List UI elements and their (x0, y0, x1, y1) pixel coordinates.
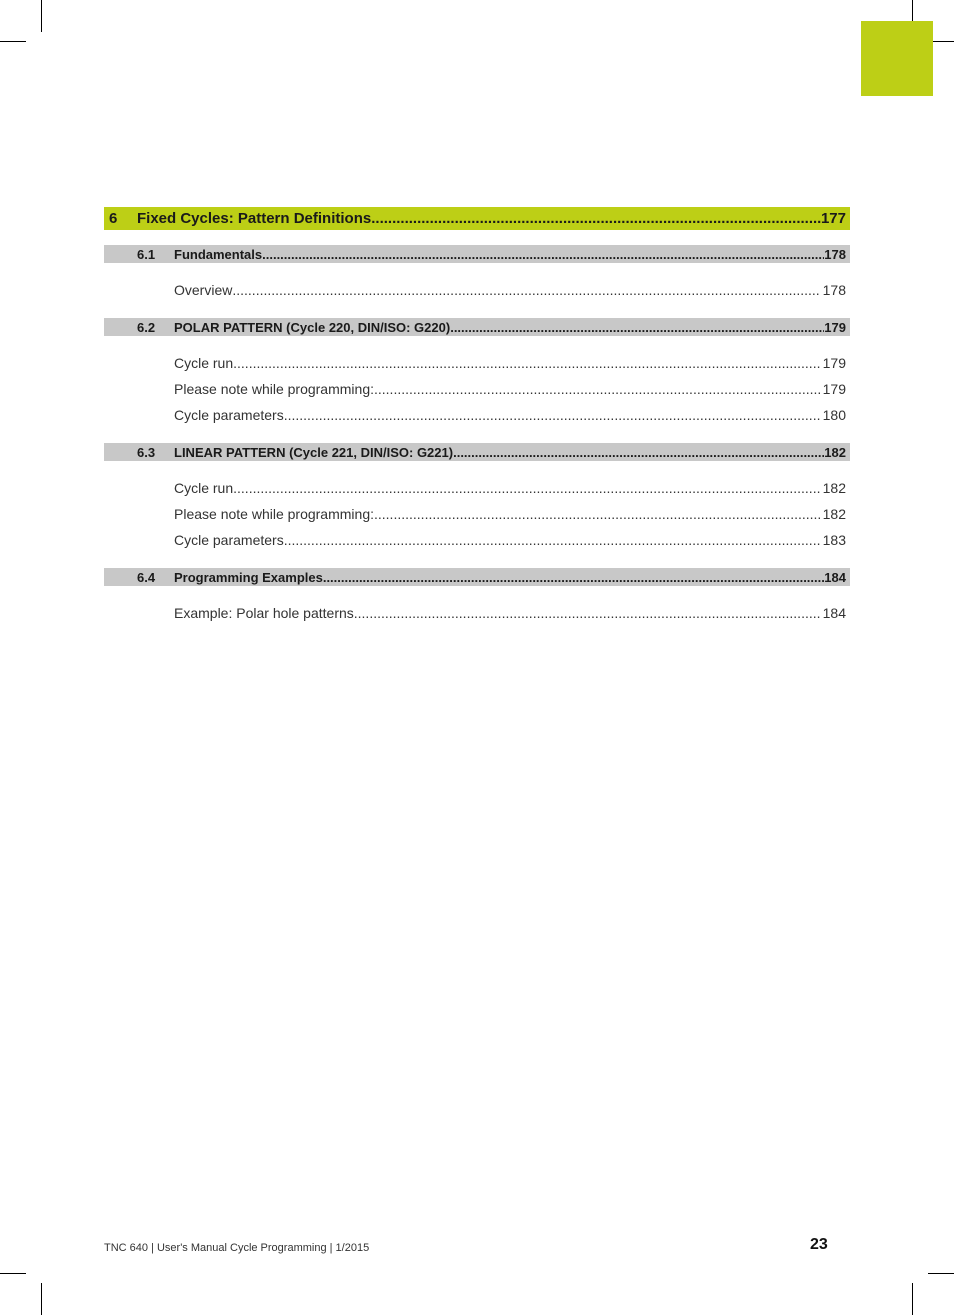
entry-page: 182 (822, 480, 846, 496)
section-title: POLAR PATTERN (Cycle 220, DIN/ISO: G220) (174, 319, 451, 335)
section-number: 6.3 (137, 444, 156, 460)
entry-title: Cycle run (174, 355, 234, 371)
entry-title: Example: Polar hole patterns (174, 605, 354, 621)
leader-dots (284, 407, 821, 423)
leader-dots (323, 570, 824, 585)
toc-section-row[interactable] (104, 568, 850, 586)
section-page: 178 (824, 246, 846, 262)
entry-title: Cycle run (174, 480, 234, 496)
toc-entry-row[interactable] (174, 504, 850, 524)
crop-mark (41, 1283, 42, 1315)
toc-entry-row[interactable] (174, 530, 850, 550)
section-page: 182 (824, 444, 846, 460)
crop-mark (0, 1273, 26, 1274)
toc-entry-row[interactable] (174, 353, 850, 373)
entry-page: 180 (822, 407, 846, 423)
leader-dots (284, 532, 821, 548)
entry-page: 184 (822, 605, 846, 621)
leader-dots (233, 355, 821, 371)
chapter-tab-marker (861, 21, 933, 96)
toc-entry-row[interactable] (174, 478, 850, 498)
section-title: Fundamentals (174, 246, 263, 262)
leader-dots (354, 605, 821, 621)
chapter-title: Fixed Cycles: Pattern Definitions (137, 210, 372, 227)
toc-entry-row[interactable] (174, 280, 850, 300)
leader-dots (232, 282, 820, 298)
leader-dots (374, 506, 821, 522)
entry-title: Please note while programming: (174, 506, 374, 522)
toc-entry-row[interactable] (174, 603, 850, 623)
section-page: 184 (824, 569, 846, 585)
section-number: 6.2 (137, 319, 156, 335)
entry-title: Cycle parameters (174, 407, 284, 423)
leader-dots (262, 247, 824, 262)
section-page: 179 (824, 319, 846, 335)
footer-text: TNC 640 | User's Manual Cycle Programming | 1/2015 (104, 1242, 370, 1254)
crop-mark (0, 41, 26, 42)
section-number: 6.1 (137, 246, 156, 262)
page-number: 23 (810, 1236, 828, 1253)
chapter-page: 177 (820, 210, 846, 227)
toc-chapter-row[interactable] (104, 207, 850, 230)
toc-section-row[interactable] (104, 318, 850, 336)
leader-dots (450, 320, 824, 335)
crop-mark (912, 1283, 913, 1315)
entry-page: 183 (822, 532, 846, 548)
toc-entry-row[interactable] (174, 379, 850, 399)
entry-page: 178 (822, 282, 846, 298)
leader-dots (453, 445, 824, 460)
toc-section-row[interactable] (104, 443, 850, 461)
crop-mark (41, 0, 42, 32)
toc-section-row[interactable] (104, 245, 850, 263)
entry-title: Overview (174, 282, 233, 298)
chapter-number: 6 (109, 210, 118, 227)
section-title: LINEAR PATTERN (Cycle 221, DIN/ISO: G221) (174, 444, 454, 460)
entry-page: 179 (822, 355, 846, 371)
section-number: 6.4 (137, 569, 156, 585)
entry-page: 179 (822, 381, 846, 397)
toc-entry-row[interactable] (174, 405, 850, 425)
entry-page: 182 (822, 506, 846, 522)
section-title: Programming Examples (174, 569, 323, 585)
entry-title: Cycle parameters (174, 532, 284, 548)
entry-title: Please note while programming: (174, 381, 374, 397)
leader-dots (371, 210, 821, 227)
leader-dots (233, 480, 821, 496)
crop-mark (928, 1273, 954, 1274)
leader-dots (374, 381, 821, 397)
